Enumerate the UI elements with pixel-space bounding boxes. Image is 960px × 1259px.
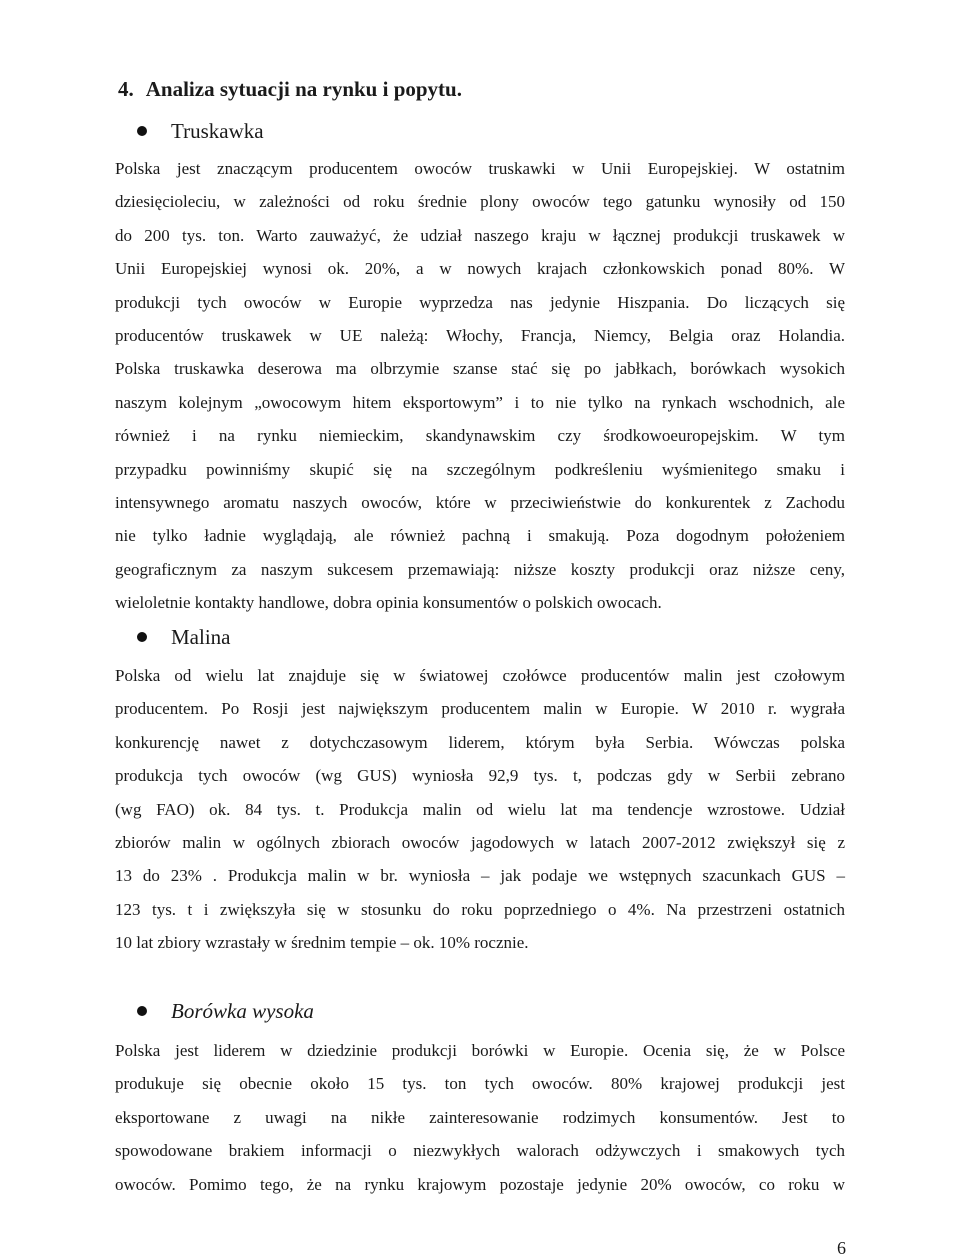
text-line: zbiorów malin w ogólnych zbiorach owoców jagodowych w latach 2007-2012 zwiększył się z <box>115 833 845 853</box>
text-line: Polska truskawka deserowa ma olbrzymie szanse stać się po jabłkach, borówkach wysokich <box>115 359 845 379</box>
paragraph-borowka <box>115 1034 845 1201</box>
text-line: konkurencję nawet z dotychczasowym liderem, którym była Serbia. Wówczas polska <box>115 732 845 752</box>
text-line: przypadku powinniśmy skupić się na szczególnym podkreśleniu wyśmienitego smaku i <box>115 459 845 479</box>
text-line: 13 do 23% . Produkcja malin w br. wyniosła – jak podaje we wstępnych szacunkach GUS – <box>115 866 845 886</box>
text-line: naszym kolejnym „owocowym hitem eksportowym” i to nie tylko na rynkach wschodnich, ale <box>115 392 845 412</box>
bullet-truskawka <box>137 116 264 146</box>
section-heading <box>118 74 462 104</box>
section-title: Analiza sytuacji na rynku i popytu. <box>145 77 462 101</box>
text-line: produkcja tych owoców (wg GUS) wyniosła 92,9 tys. t, podczas gdy w Serbii zebrano <box>115 766 845 786</box>
text-line: 10 lat zbiory wzrastały w średnim tempie – ok. 10% rocznie. <box>115 933 529 953</box>
bullet-borowka-wysoka <box>137 996 314 1026</box>
text-line: Polska jest liderem w dziedzinie produkcji borówki w Europie. Ocenia się, że w Polsce <box>115 1041 845 1060</box>
bullet-dot-icon <box>137 1006 147 1016</box>
bullet-label: Malina <box>171 625 231 649</box>
text-line: geograficznym za naszym sukcesem przemawiają: niższe koszty produkcji oraz niższe ceny, <box>115 559 845 579</box>
text-line: produkcji tych owoców w Europie wyprzedza nas jedynie Hiszpania. Do liczących się <box>115 292 845 312</box>
text-line: Unii Europejskiej wynosi ok. 20%, a w nowych krajach członkowskich ponad 80%. W <box>115 259 845 279</box>
text-line: nie tylko ładnie wyglądają, ale również pachną i smakują. Poza dogodnym położeniem <box>115 526 845 546</box>
text-line: intensywnego aromatu naszych owoców, które w przeciwieństwie do konkurentek z Zachodu <box>115 493 845 513</box>
text-line: owoców. Pomimo tego, że na rynku krajowym pozostaje jedynie 20% owoców, co roku w <box>115 1174 845 1194</box>
paragraph-truskawka <box>115 152 845 620</box>
bullet-dot-icon <box>137 126 147 136</box>
text-line: producentów truskawek w UE należą: Włochy, Francja, Niemcy, Belgia oraz Holandia. <box>115 326 845 346</box>
text-line: do 200 tys. ton. Warto zauważyć, że udział naszego kraju w łącznej produkcji truskawek w <box>115 225 845 245</box>
bullet-dot-icon <box>137 632 147 642</box>
text-line: również i na rynku niemieckim, skandynawskim czy środkowoeuropejskim. W tym <box>115 426 845 446</box>
text-line: produkuje się obecnie około 15 tys. ton tych owoców. 80% krajowej produkcji jest <box>115 1074 845 1094</box>
bullet-malina <box>137 622 230 652</box>
text-line: eksportowane z uwagi na nikłe zainteresowanie rodzimych konsumentów. Jest to <box>115 1107 845 1127</box>
text-line: producentem. Po Rosji jest największym producentem malin w Europie. W 2010 r. wygrała <box>115 699 845 719</box>
bullet-label: Borówka wysoka <box>171 999 314 1023</box>
text-line: Polska od wielu lat znajduje się w światowej czołówce producentów malin jest czołowym <box>115 666 845 685</box>
text-line: spowodowane brakiem informacji o niezwykłych walorach odżywczych i smakowych tych <box>115 1141 845 1161</box>
text-line: 123 tys. t i zwiększyła się w stosunku do roku poprzedniego o 4%. Na przestrzeni ostatnich <box>115 899 845 919</box>
bullet-label: Truskawka <box>171 119 264 143</box>
page-number: 6 <box>837 1238 846 1258</box>
text-line: wieloletnie kontakty handlowe, dobra opinia konsumentów o polskich owocach. <box>115 593 662 613</box>
text-line: (wg FAO) ok. 84 tys. t. Produkcja malin od wielu lat ma tendencje wzrostowe. Udział <box>115 799 845 819</box>
text-line: Polska jest znaczącym producentem owoców truskawki w Unii Europejskiej. W ostatnim <box>115 159 845 178</box>
section-number: 4. <box>118 77 134 101</box>
text-line: dziesięcioleciu, w zależności od roku średnie plony owoców tego gatunku wynosiły od 150 <box>115 192 845 212</box>
paragraph-malina <box>115 659 845 960</box>
